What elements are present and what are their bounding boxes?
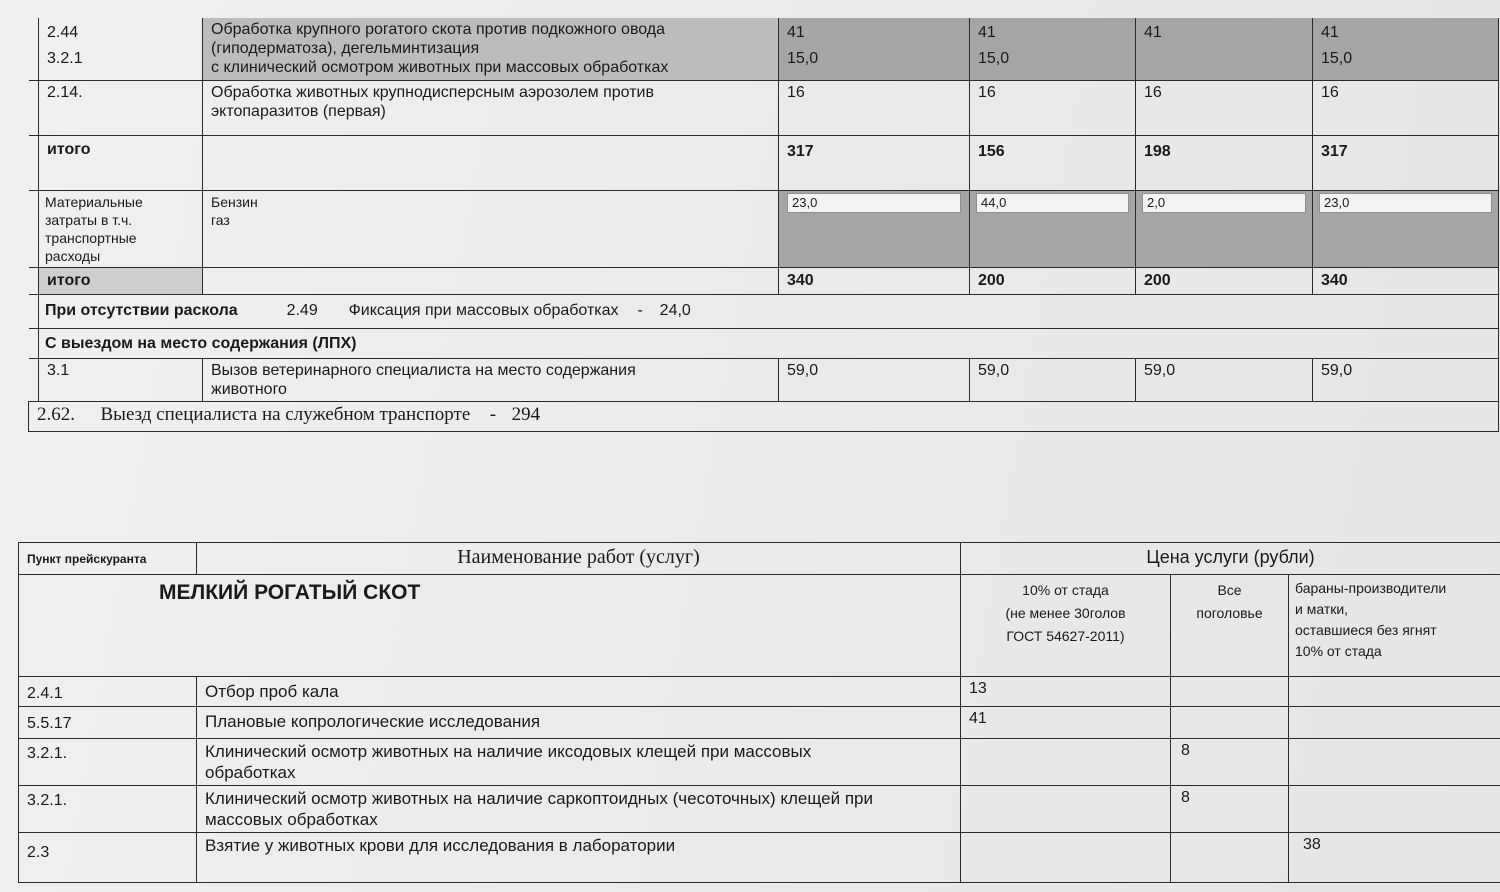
price-cell (1171, 707, 1289, 739)
price-cell (1289, 739, 1500, 786)
item-code-cell: 2.3 (19, 833, 197, 883)
price-cell: 38 (1289, 833, 1500, 883)
price-cell: 41 15,0 (1313, 18, 1499, 80)
col-header-price: Цена услуги (рубли) (961, 543, 1500, 575)
price-cell (961, 833, 1171, 883)
material-cost-field: 23,0 (787, 193, 961, 213)
table-row (29, 18, 1499, 80)
sub-header-rams: бараны-производители и матки, оставшиеся без ягнят 10% от стада (1289, 575, 1500, 677)
visit-section-title: С выездом на место содержания (ЛПХ) (39, 328, 1499, 358)
price-cell (961, 786, 1171, 833)
price-cell (1171, 833, 1289, 883)
item-code-cell: 5.5.17 (19, 707, 197, 739)
materials-names: Бензин газ (203, 190, 779, 267)
total-value: 156 (970, 135, 1136, 190)
cattle-price-table (28, 18, 1499, 432)
item-code-cell: 3.2.1. (19, 786, 197, 833)
price-cell: 41 (1136, 18, 1313, 80)
table-row (19, 739, 1500, 786)
table-row (19, 833, 1500, 883)
total-label: итого (39, 267, 203, 294)
service-name-cell: Клинический осмотр животных на наличие саркоптоидных (чесоточных) клещей при массовых обработках (197, 786, 961, 833)
price-cell: 41 15,0 (970, 18, 1136, 80)
price-cell: 8 (1171, 739, 1289, 786)
price-cell: 8 (1171, 786, 1289, 833)
service-name-cell: Клинический осмотр животных на наличие иксодовых клещей при массовых обработках (197, 739, 961, 786)
no-split-text: При отсутствии раскола 2.49 Фиксация при массовых обработках - 24,0 (39, 294, 1499, 328)
total-value: 200 (1136, 267, 1313, 294)
price-cell: 16 (779, 80, 970, 135)
col-header-name: Наименование работ (услуг) (197, 543, 961, 575)
material-cost-field: 44,0 (976, 193, 1129, 213)
total-value: 340 (779, 267, 970, 294)
price-cell: 41 (961, 707, 1171, 739)
total-row (29, 267, 1499, 294)
table-row (29, 358, 1499, 401)
price-cell (1171, 677, 1289, 707)
table-row (19, 677, 1500, 707)
material-cost-cell (970, 190, 1136, 267)
transport-row (29, 401, 1499, 431)
no-split-row (29, 294, 1499, 328)
table-row (29, 80, 1499, 135)
total-value: 340 (1313, 267, 1499, 294)
service-name-cell: Плановые копрологические исследования (197, 707, 961, 739)
service-name-cell: Отбор проб кала (197, 677, 961, 707)
item-code-cell: 2.44 3.2.1 (39, 18, 203, 80)
total-value: 198 (1136, 135, 1313, 190)
service-name-cell: Обработка крупного рогатого скота против подкожного овода (гиподерматоза), дегельминтизация с клинический осмотром животных при массовых обработках (203, 18, 779, 80)
sheep-price-table (18, 542, 1500, 883)
service-name-cell: Обработка животных крупнодисперсным аэрозолем против эктопаразитов (первая) (203, 80, 779, 135)
price-cell: 16 (1136, 80, 1313, 135)
price-cell: 59,0 (779, 358, 970, 401)
price-cell (1289, 707, 1500, 739)
total-value: 317 (779, 135, 970, 190)
materials-row (29, 190, 1499, 267)
item-code-cell: 2.4.1 (19, 677, 197, 707)
table-header-row (19, 543, 1500, 575)
item-code-cell: 2.14. (39, 80, 203, 135)
table-row (19, 707, 1500, 739)
total-row (29, 135, 1499, 190)
price-cell (1289, 677, 1500, 707)
table-row (19, 786, 1500, 833)
material-cost-cell (1313, 190, 1499, 267)
total-value: 317 (1313, 135, 1499, 190)
price-cell: 16 (1313, 80, 1499, 135)
price-cell: 59,0 (970, 358, 1136, 401)
section-row (19, 575, 1500, 677)
price-cell: 59,0 (1136, 358, 1313, 401)
price-cell: 59,0 (1313, 358, 1499, 401)
price-cell: 13 (961, 677, 1171, 707)
material-cost-cell (1136, 190, 1313, 267)
section-header-row (29, 328, 1499, 358)
sub-header-all: Все поголовье (1171, 575, 1289, 677)
item-code-cell: 3.1 (39, 358, 203, 401)
col-header-point: Пункт прейскуранта (19, 543, 197, 575)
sub-header-10pct: 10% от стада (не менее 30голов ГОСТ 54627-2011) (961, 575, 1171, 677)
material-cost-field: 2,0 (1142, 193, 1306, 213)
item-code-cell: 3.2.1. (19, 739, 197, 786)
service-name-cell: Вызов ветеринарного специалиста на место содержания животного (203, 358, 779, 401)
price-cell: 41 15,0 (779, 18, 970, 80)
material-cost-field: 23,0 (1319, 193, 1492, 213)
materials-label: Материальные затраты в т.ч. транспортные расходы (39, 190, 203, 267)
section-title: МЕЛКИЙ РОГАТЫЙ СКОТ (19, 575, 961, 677)
total-label: итого (39, 135, 203, 190)
material-cost-cell (779, 190, 970, 267)
price-cell (961, 739, 1171, 786)
price-cell: 16 (970, 80, 1136, 135)
total-value: 200 (970, 267, 1136, 294)
price-cell (1289, 786, 1500, 833)
service-name-cell: Взятие у животных крови для исследования в лаборатории (197, 833, 961, 883)
transport-text: 2.62. Выезд специалиста на служебном транспорте - 294 (29, 401, 1499, 431)
